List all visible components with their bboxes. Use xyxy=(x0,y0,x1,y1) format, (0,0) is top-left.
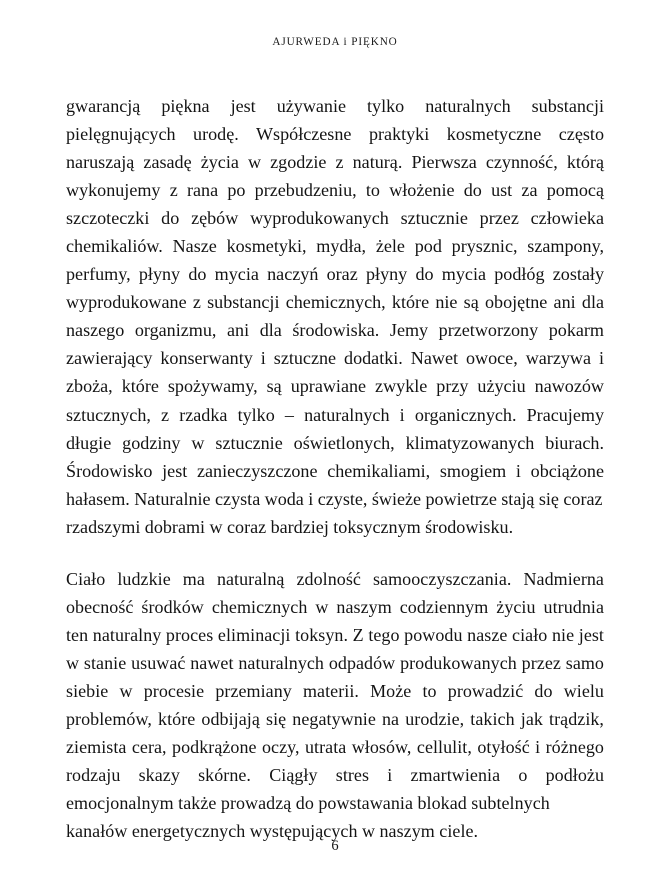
paragraph-text: gwarancją piękna jest używanie tylko naturalnych substancji pielęgnujących urodę. Współczesne praktyki kosmetyczne często naruszają zasadę życia w zgodzie z naturą. Pierwsza czynność, którą wykonujemy z rana po przebudzeniu, to włożenie do ust za pomocą szczoteczki do zębów wyprodukowanych sztucznie przez człowieka chemikaliów. Nasze kosmetyki, mydła, żele pod prysznic, szampony, perfumy, płyny do mycia naczyń oraz płyny do mycia podłóg zostały wyprodukowane z substancji chemicznych, które nie są obojętne ani dla naszego organizmu, ani dla środowiska. Jemy przetworzony pokarm zawierający konserwanty i sztuczne dodatki. Nawet owoce, warzywa i zboża, które spożywamy, są uprawiane zwykle przy użyciu nawozów sztucznych, z rzadka tylko – naturalnych i organicznych. Pracujemy długie godziny w sztucznie oświetlonych, klimatyzowanych biurach. Środowisko jest zanieczyszczone chemikaliami, smogiem i obciążone hałasem. Naturalnie czysta woda i czyste, świeże powietrze stają się coraz xyxy=(66,96,604,509)
body-paragraph xyxy=(66,92,604,541)
paragraph-last-line: kanałów energetycznych występujących w naszym ciele. xyxy=(66,821,479,842)
running-head: AJURWEDA i PIĘKNO xyxy=(272,36,398,48)
paragraph-text: Ciało ludzkie ma naturalną zdolność samooczyszczania. Nadmierna obecność środków chemicznych w naszym codziennym życiu utrudnia ten naturalny proces eliminacji toksyn. Z tego powodu nasze ciało nie jest w stanie usuwać nawet naturalnych odpadów produkowanych przez samo siebie w procesie przemiany materii. Może to prowadzić do wielu problemów, które odbijają się negatywnie na urodzie, takich jak trądzik, ziemista cera, podkrążone oczy, utrata włosów, cellulit, otyłość i różnego rodzaju skazy skórne. Ciągły stres i zmartwienia o podłożu emocjonalnym także prowadzą do powstawania blokad subtelnych xyxy=(66,568,604,814)
page-number: 6 xyxy=(331,838,339,854)
body-paragraph xyxy=(66,565,604,845)
body-text-block xyxy=(66,92,604,845)
paragraph-last-line: rzadszymi dobrami w coraz bardziej toksycznym środowisku. xyxy=(66,516,514,537)
